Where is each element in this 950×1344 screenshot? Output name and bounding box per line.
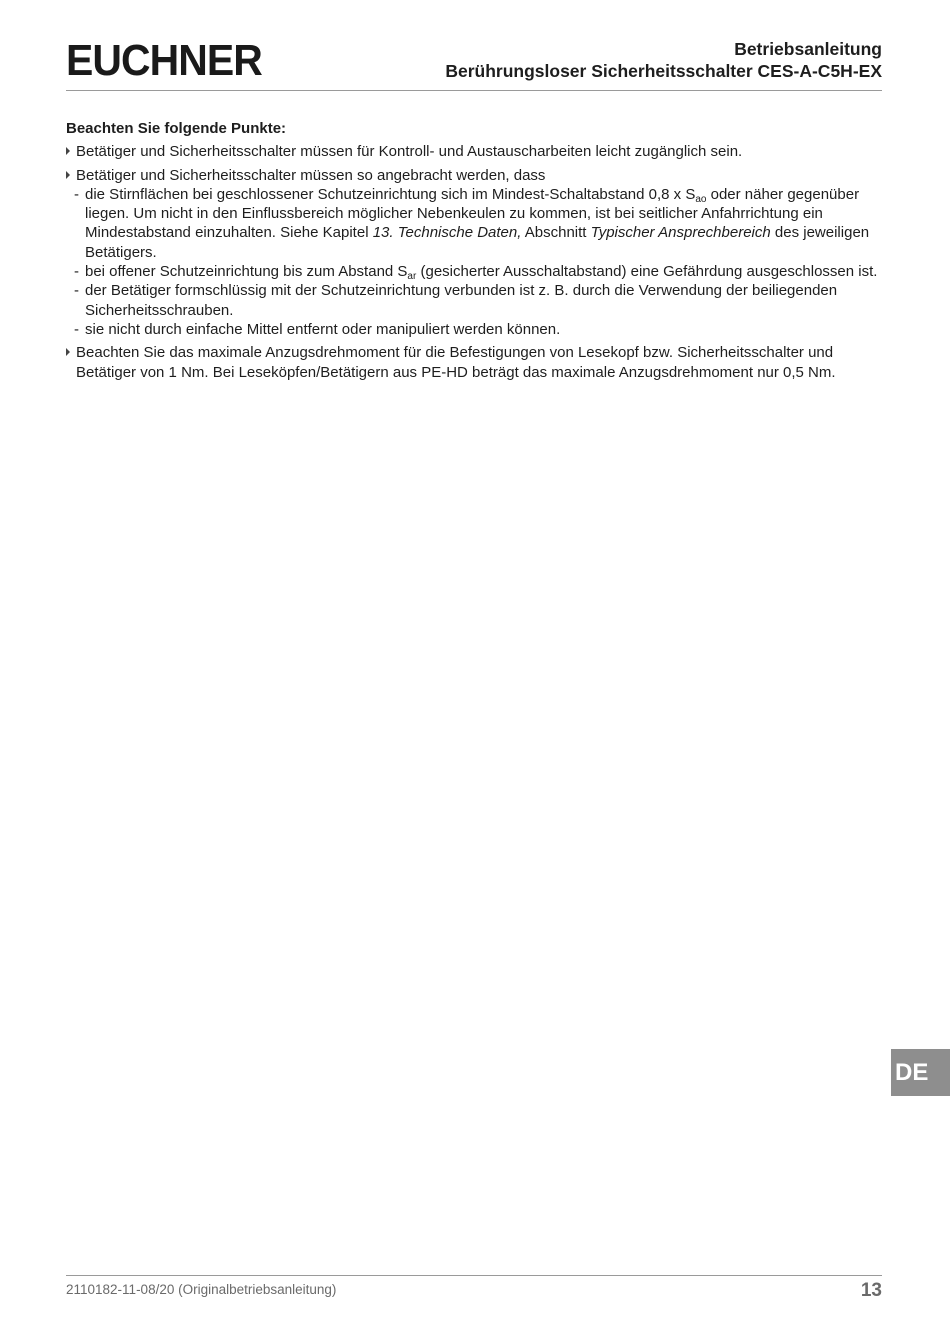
section-heading: Beachten Sie folgende Punkte: — [66, 120, 287, 137]
sub-text: (gesicherter Ausschaltabstand) eine Gefährdung ausgeschlossen ist. — [416, 263, 878, 281]
bullet-arrow-icon — [66, 348, 70, 356]
bullet-text: Betätiger und Sicherheitsschalter müssen so angebracht werden, dass — [76, 166, 546, 184]
sub-item-tamper — [66, 320, 882, 339]
sub-text: sie nicht durch einfache Mittel entfernt oder manipuliert werden können. — [85, 320, 561, 338]
sub-text: Abschnitt — [521, 224, 591, 242]
dash-marker: - — [74, 263, 79, 281]
subscript-ao: ao — [695, 193, 707, 205]
bullet-text: Beachten Sie das maximale Anzugsdrehmoment für die Befestigungen von Lesekopf bzw. Sicherheitsschalter und Betätiger von 1 Nm. Bei Leseköpfen/Betätigern aus PE-HD beträgt das maximale Anzugsdrehmoment nur 0,5 Nm. — [76, 344, 836, 381]
header-rule — [66, 90, 882, 91]
footer-rule — [66, 1275, 882, 1276]
document-id: 2110182-11-08/20 (Originalbetriebsanleitung) — [66, 1282, 337, 1297]
bullet-arrow-icon — [66, 171, 70, 179]
sub-text: der Betätiger formschlüssig mit der Schutzeinrichtung verbunden ist z. B. durch die Verwendung der beiliegenden Sicherheitsschrauben. — [85, 282, 838, 319]
document-title: Berührungsloser Sicherheitsschalter CES-A-C5H-EX — [445, 61, 882, 81]
bullet-mounting — [66, 166, 882, 185]
sub-text: oder näher gegenüber liegen. Um nicht in den Einflussbereich möglicher Nebenkeulen zu kommen, ist bei seitlicher Anfahrrichtung ein Mindestabstand einzuhalten. Siehe Kapitel — [85, 185, 860, 242]
dash-marker: - — [74, 282, 79, 300]
sub-item-switching-distance — [66, 185, 882, 262]
sub-text: bei offener Schutzeinrichtung bis zum Abstand S — [85, 263, 408, 281]
bullet-accessibility — [66, 142, 882, 161]
bullet-torque — [66, 343, 882, 382]
page-body — [66, 119, 882, 386]
document-header — [445, 38, 882, 82]
page-number: 13 — [860, 1280, 882, 1301]
bullet-text: Betätiger und Sicherheitsschalter müssen für Kontroll- und Austauscharbeiten leicht zugänglich sein. — [76, 143, 743, 161]
euchner-logo: EUCHNER — [66, 36, 262, 85]
dash-marker: - — [74, 185, 79, 203]
sub-text: die Stirnflächen bei geschlossener Schutzeinrichtung sich im Mindest-Schaltabstand 0,8 x S — [85, 185, 696, 203]
bullet-arrow-icon — [66, 147, 70, 155]
sub-item-positive-connection — [66, 281, 882, 320]
section-reference: Typischer Ansprechbereich — [590, 224, 771, 242]
chapter-reference: 13. Technische Daten, — [372, 224, 522, 242]
sub-item-open-guard — [66, 262, 882, 281]
language-tab: DE — [891, 1049, 950, 1096]
subscript-ar: ar — [407, 271, 417, 283]
document-type: Betriebsanleitung — [734, 39, 882, 59]
sub-text: des jeweiligen Betätigers. — [85, 224, 870, 261]
dash-marker: - — [74, 320, 79, 338]
